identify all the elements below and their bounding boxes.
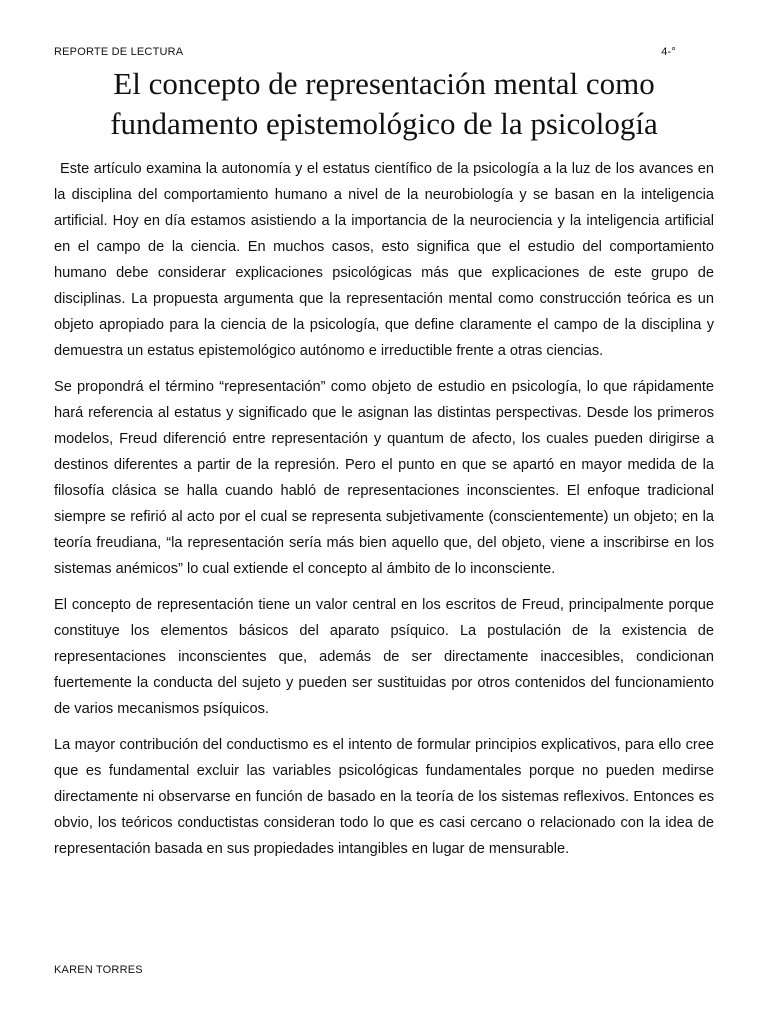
paragraph-3: El concepto de representación tiene un valor central en los escritos de Freud, principalmente porque constituye los elementos básicos del aparato psíquico. La postulación de la existencia de representaciones inconscientes que, además de ser directamente inaccesibles, condicionan fuertemente la conducta del sujeto y pueden ser sustituidas por otros contenidos del funcionamiento de varios mecanismos psíquicos.	[54, 597, 714, 717]
paragraph-4: La mayor contribución del conductismo es el intento de formular principios explicativos, para ello cree que es fundamental excluir las variables psicológicas fundamentales porque no pueden medirse directamente ni observarse en función de basado en la teoría de los sistemas reflexivos. Entonces es obvio, los teóricos conductistas consideran todo lo que es casi cercano o relacionado con la idea de representación basada en sus propiedades intangibles en lugar de mensurable.	[54, 737, 714, 857]
author-name: KAREN TORRES	[54, 964, 143, 976]
paragraph-1: Este artículo examina la autonomía y el estatus científico de la psicología a la luz de los avances en la disciplina del comportamiento humano a nivel de la neurobiología y se basan en la inteligencia artificial. Hoy en día estamos asistiendo a la importancia de la neurociencia y la inteligencia artificial en el campo de la ciencia. En muchos casos, esto significa que el estudio del comportamiento humano debe considerar explicaciones psicológicas más que explicaciones de este grupo de disciplinas. La propuesta argumenta que la representación mental como construcción teórica es un objeto apropiado para la ciencia de la psicología, que define claramente el campo de la disciplina y demuestra un estatus epistemológico autónomo e irreductible frente a otras ciencias.	[54, 161, 714, 359]
document-body	[54, 156, 714, 872]
report-label: REPORTE DE LECTURA	[54, 46, 184, 58]
grade-label: 4-°	[661, 46, 676, 58]
paragraph-2: Se propondrá el término “representación” como objeto de estudio en psicología, lo que rápidamente hará referencia al estatus y significado que le asignan las distintas perspectivas. Desde los primeros modelos, Freud diferenció entre representación y quantum de afecto, los cuales pueden dirigirse a destinos diferentes a partir de la represión. Pero el punto en que se apartó en mayor medida de la filosofía clásica se halla cuando habló de representaciones inconscientes. El enfoque tradicional siempre se refirió al acto por el cual se representa subjetivamente (conscientemente) un objeto; en la teoría freudiana, “la representación sería más bien aquello que, del objeto, viene a inscribirse en los sistemas anémicos” lo cual extiende el concepto al ámbito de lo inconsciente.	[54, 379, 714, 577]
document-title: El concepto de representación mental como fundamento epistemológico de la psicología	[110, 66, 658, 141]
page-header	[54, 46, 714, 62]
